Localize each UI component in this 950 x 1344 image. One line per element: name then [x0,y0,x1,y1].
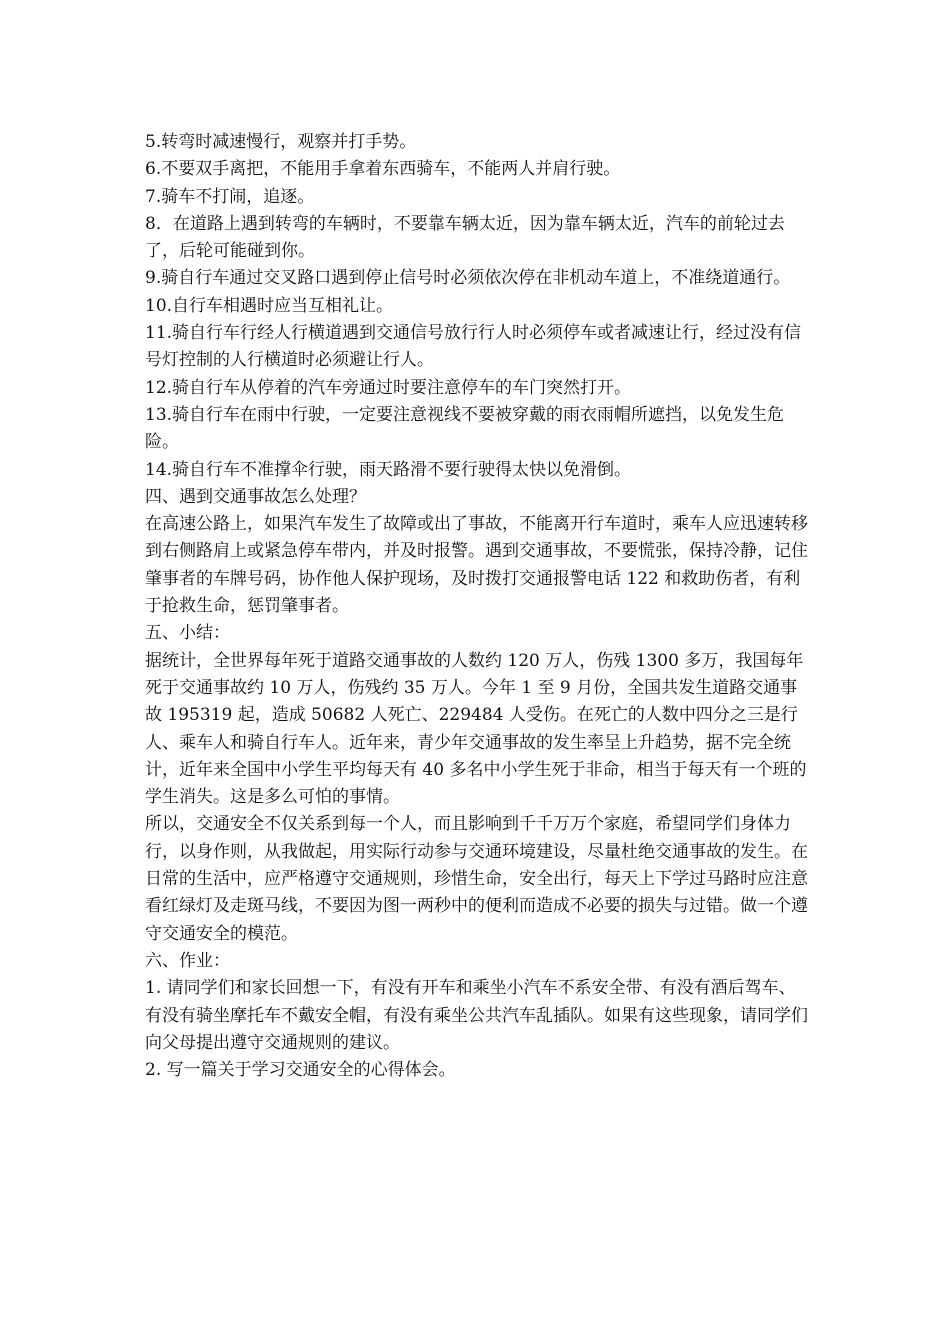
homework-item-2: 2. 写一篇关于学习交通安全的心得体会。 [145,1060,456,1081]
paragraph-rule-10: 10.自行车相遇时应当互相礼让。 [145,295,394,316]
homework-item-1: 1. 请同学们和家长回想一下，有没有开车和乘坐小汽车不系安全带、有没有酒后驾车、有没有骑坐摩托车不戴安全帽，有没有乘坐公共汽车乱插队。如果有这些现象，请同学们向父母提出遵守交通规则的建议。 [145,978,808,1053]
document-body [145,129,810,1084]
paragraph-rule-8: 8．在道路上遇到转弯的车辆时，不要靠车辆太近，因为靠车辆太近，汽车的前轮过去了，后轮可能碰到你。 [145,213,785,262]
paragraph-rule-13: 13.骑自行车在雨中行驶，一定要注意视线不要被穿戴的雨衣雨帽所遮挡，以免发生危险。 [145,404,785,453]
paragraph-rule-5: 5.转弯时减速慢行，观察并打手势。 [145,132,417,152]
paragraph-rule-14: 14.骑自行车不准撑伞行驶，雨天路滑不要行驶得太快以免滑倒。 [145,459,632,480]
paragraph-rule-11: 11.骑自行车行经人行横道遇到交通信号放行行人时必须停车或者减速让行，经过没有信号灯控制的人行横道时必须避让行人。 [145,323,802,371]
section-heading-accident: 四、遇到交通事故怎么处理？ [145,486,366,507]
section-heading-homework: 六、作业： [145,950,230,971]
paragraph-rule-6: 6.不要双手离把，不能用手拿着东西骑车，不能两人并肩行驶。 [145,159,621,180]
paragraph-accident-handling: 在高速公路上，如果汽车发生了故障或出了事故，不能离开行车道时，乘车人应迅速转移到右侧路肩上或紧急停车带内，并及时报警。遇到交通事故，不要慌张，保持冷静，记住肇事者的车牌号码，协作他人保护现场，及时拨打交通报警电话 122 和救助伤者，有利于抢救生命，惩罚肇事者。 [145,514,808,617]
paragraph-conclusion: 所以，交通安全不仅关系到每一个人，而且影响到千千万万个家庭，希望同学们身体力行，以身作则，从我做起，用实际行动参与交通环境建设，尽量杜绝交通事故的发生。在日常的生活中，应严格遵守交通规则，珍惜生命，安全出行，每天上下学过马路时应注意看红绿灯及走斑马线，不要因为图一两秒中的便利而造成不必要的损失与过错。做一个遵守交通安全的模范。 [145,814,808,944]
paragraph-rule-7: 7.骑车不打闹，追逐。 [145,186,315,207]
section-heading-summary: 五、小结： [145,623,230,644]
paragraph-rule-9: 9.骑自行车通过交叉路口遇到停止信号时必须依次停在非机动车道上，不准绕道通行。 [145,268,791,289]
paragraph-rule-12: 12.骑自行车从停着的汽车旁通过时要注意停车的车门突然打开。 [145,377,632,398]
paragraph-statistics: 据统计，全世界每年死于道路交通事故的人数约 120 万人，伤残 1300 多万，我国每年死于交通事故约 10 万人，伤残约 35 万人。今年 1 至 9 月份，全国共发生道路交通事故 195319 起，造成 50682 人死亡、229484 人受伤。在死亡的人数中四分之三是行人、乘车人和骑自行车人。近年来，青少年交通事故的发生率呈上升趋势，据不完全统计，近年来全国中小学生平均每天有 40 多名中小学生死于非命，相当于每天有一个班的学生消失。这是多么可怕的事情。 [145,650,807,808]
